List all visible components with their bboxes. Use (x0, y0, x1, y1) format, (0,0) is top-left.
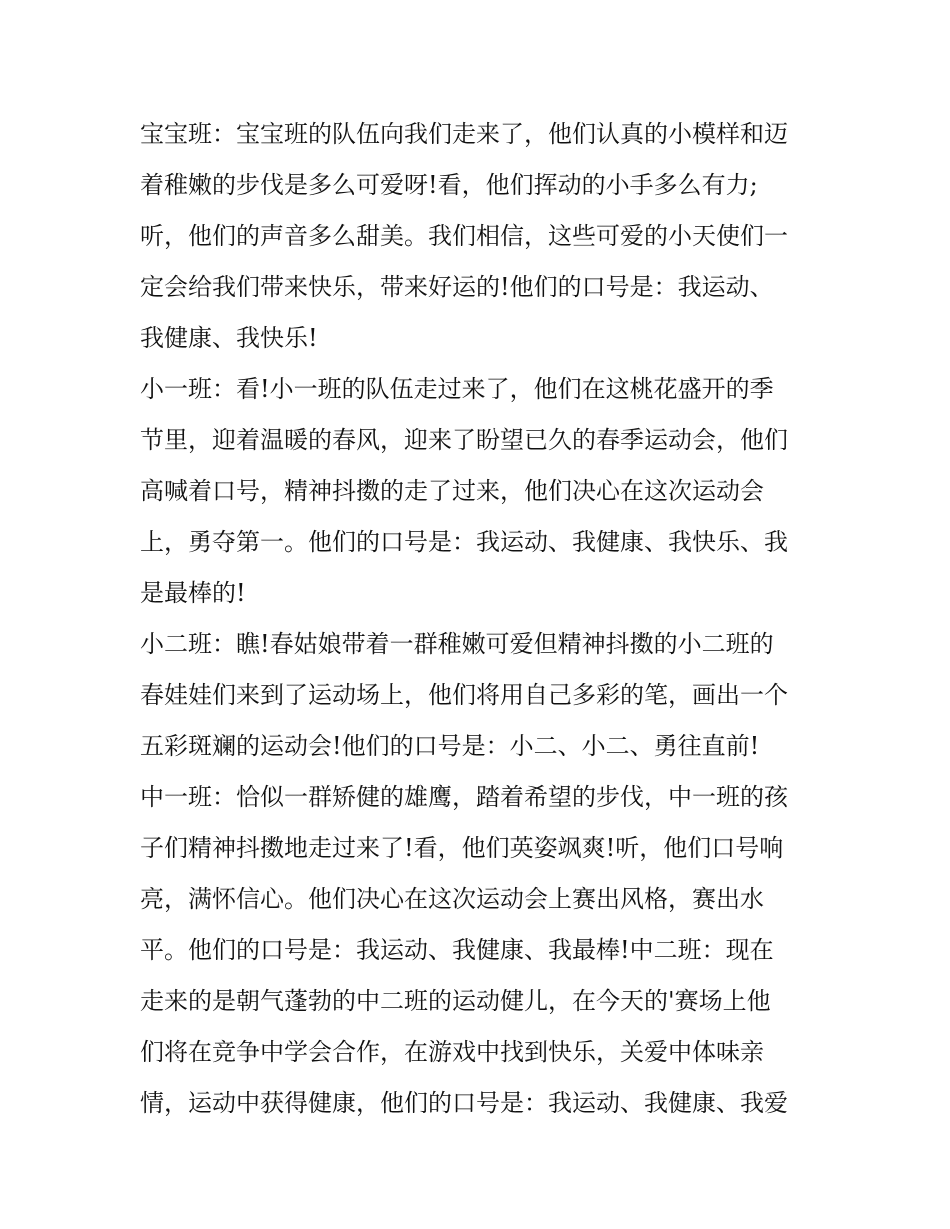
text-line: 我健康、我快乐! (140, 324, 318, 352)
text-line: 平。他们的口号是：我运动、我健康、我最棒!中二班：现在 (140, 936, 774, 964)
text-line: 高喊着口号，精神抖擞的走了过来，他们决心在这次运动会 (140, 477, 764, 505)
text-line: 上，勇夺第一。他们的口号是：我运动、我健康、我快乐、我 (140, 528, 788, 556)
text-line: 是最棒的! (140, 579, 246, 607)
text-line: 中一班：恰似一群矫健的雄鹰，踏着希望的步伐，中一班的孩 (140, 783, 788, 811)
text-line: 小一班：看!小一班的队伍走过来了，他们在这桃花盛开的季 (140, 375, 774, 403)
text-line: 亮，满怀信心。他们决心在这次运动会上赛出风格，赛出水 (140, 885, 764, 913)
text-line: 春娃娃们来到了运动场上，他们将用自己多彩的笔，画出一个 (140, 681, 788, 709)
text-line: 走来的是朝气蓬勃的中二班的运动健儿，在今天的'赛场上他 (140, 987, 771, 1015)
text-line: 听，他们的声音多么甜美。我们相信，这些可爱的小天使们一 (140, 222, 788, 250)
text-line: 们将在竞争中学会合作，在游戏中找到快乐，关爱中体味亲 (140, 1038, 764, 1066)
text-line: 定会给我们带来快乐，带来好运的!他们的口号是：我运动、 (140, 273, 774, 301)
text-line: 情，运动中获得健康，他们的口号是：我运动、我健康、我爱 (140, 1089, 788, 1117)
text-line: 五彩斑斓的运动会!他们的口号是：小二、小二、勇往直前! (140, 732, 760, 760)
body-text (140, 109, 820, 1129)
text-line: 着稚嫩的步伐是多么可爱呀!看，他们挥动的小手多么有力; (140, 171, 758, 199)
text-line: 节里，迎着温暖的春风，迎来了盼望已久的春季运动会，他们 (140, 426, 788, 454)
text-line: 小二班：瞧!春姑娘带着一群稚嫩可爱但精神抖擞的小二班的 (140, 630, 774, 658)
text-line: 宝宝班：宝宝班的队伍向我们走来了，他们认真的小模样和迈 (140, 120, 788, 148)
text-line: 子们精神抖擞地走过来了!看，他们英姿飒爽!听，他们口号响 (140, 834, 784, 862)
